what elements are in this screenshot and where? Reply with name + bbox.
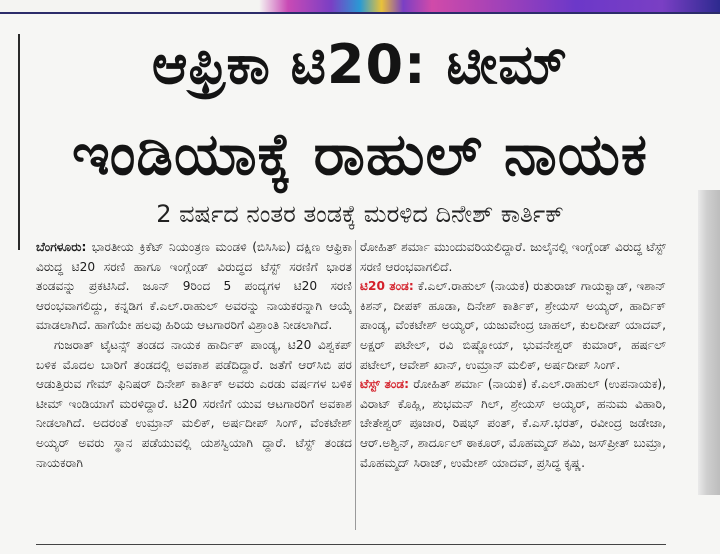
t20-squad-paragraph <box>360 277 666 375</box>
dateline: ಬೆಂಗಳೂರು: <box>36 240 87 254</box>
article-paragraph-2: ಗುಜರಾತ್ ಟೈಟನ್ಸ್ ತಂಡದ ನಾಯಕ ಹಾರ್ದಿಕ್ ಪಾಂಡ್ಯ, ಟಿ20 ವಿಶ್ವಕಪ್ ಬಳಿಕ ಮೊದಲ ಬಾರಿಗೆ ತಂಡದಲ್ಲಿ ಅವಕಾಶ ಪಡೆದಿದ್ದಾರೆ. ಜತೆಗೆ ಆರ್‌ಸಿಬಿ ಪರ ಆಡುತ್ತಿರುವ ಗೇಮ್ ಫಿನಿಷರ್ ದಿನೇಶ್ ಕಾರ್ತಿಕ್ ಅವರು ಎರಡು ವರ್ಷಗಳ ಬಳಿಕ ಟೀಮ್ ಇಂಡಿಯಾಗೆ ಮರಳಿದ್ದಾರೆ. ಟಿ20 ಸರಣಿಗೆ ಯುವ ಆಟಗಾರರಿಗೆ ಅವಕಾಶ ನೀಡಲಾಗಿದೆ. ಅದರಂತೆ ಉಮ್ರಾನ್ ಮಲಿಕ್, ಅರ್ಷದೀಪ್ ಸಿಂಗ್, ವೆಂಕಟೇಶ್ ಅಯ್ಯರ್ ಅವರು ಸ್ಥಾನ ಪಡೆಯುವಲ್ಲಿ ಯಶಸ್ವಿಯಾಗಿ ದ್ದಾರೆ. ಟೆಸ್ಟ್ ತಂಡದ ನಾಯಕರಾಗಿ <box>36 337 352 470</box>
article-column-left <box>36 238 352 473</box>
subheadline: 2 ವರ್ಷದ ನಂತರ ತಂಡಕ್ಕೆ ಮರಳಿದ ದಿನೇಶ್ ಕಾರ್ತಿಕ್ <box>156 200 564 228</box>
paragraph-1-text: ಭಾರತೀಯ ಕ್ರಿಕೆಟ್ ನಿಯಂತ್ರಣ ಮಂಡಳಿ (ಬಿಸಿಸಿಐ) ದಕ್ಷಿಣ ಆಫ್ರಿಕಾ ವಿರುದ್ಧ ಟಿ20 ಸರಣಿ ಹಾಗೂ ಇಂಗ್ಲೆಂಡ್ ವಿರುದ್ಧದ ಟೆಸ್ಟ್ ಸರಣಿಗೆ ಭಾರತ ತಂಡವನ್ನು ಪ್ರಕಟಿಸಿದೆ. ಜೂನ್ 9ರಿಂದ 5 ಪಂದ್ಯಗಳ ಟಿ20 ಸರಣಿ ಆರಂಭವಾಗಲಿದ್ದು, ಕನ್ನಡಿಗ ಕೆ.ಎಲ್.ರಾಹುಲ್ ಅವರನ್ನು ನಾಯಕರನ್ನಾಗಿ ಆಯ್ಕೆ ಮಾಡಲಾಗಿದೆ. ಹಾಗೆಯೇ ಹಲವು ಹಿರಿಯ ಆಟಗಾರರಿಗೆ ವಿಶ್ರಾಂತಿ ನೀಡಲಾಗಿದೆ. <box>36 240 353 333</box>
bottom-rule <box>36 544 666 545</box>
article-paragraph-3: ರೋಹಿತ್ ಶರ್ಮಾ ಮುಂದುವರಿಯಲಿದ್ದಾರೆ. ಜುಲೈನಲ್ಲಿ ಇಂಗ್ಲೆಂಡ್ ವಿರುದ್ಧ ಟೆಸ್ಟ್ ಸರಣಿ ಆರಂಭವಾಗಲಿದೆ. <box>360 240 666 274</box>
headline-line-2: ಇಂಡಿಯಾಕ್ಕೆ ರಾಹುಲ್ ನಾಯಕ <box>72 120 648 188</box>
page-edge-shadow <box>698 190 720 495</box>
headline-line-1: ಆಫ್ರಿಕಾ ಟಿ20: ಟೀಮ್ <box>151 33 569 96</box>
test-squad-paragraph <box>360 375 666 473</box>
test-squad-label: ಟೆಸ್ಟ್ ತಂಡ: <box>360 377 409 392</box>
article-paragraph-1 <box>36 238 352 336</box>
t20-squad-label: ಟಿ20 ತಂಡ: <box>360 279 414 294</box>
column-divider <box>355 240 356 530</box>
t20-squad-list: ಕೆ.ಎಲ್.ರಾಹುಲ್ (ನಾಯಕ) ರುತುರಾಜ್ ಗಾಯಕ್ವಾಡ್, ಇಶಾನ್ ಕಿಶನ್, ದೀಪಕ್ ಹೂಡಾ, ದಿನೇಶ್ ಕಾರ್ತಿಕ್, ಶ್ರೇಯಸ್ ಅಯ್ಯರ್, ಹಾರ್ದಿಕ್ ಪಾಂಡ್ಯ, ವೆಂಕಟೇಶ್ ಅಯ್ಯರ್, ಯಜುವೇಂದ್ರ ಚಾಹಲ್, ಕುಲದೀಪ್ ಯಾದವ್, ಅಕ್ಷರ್ ಪಟೇಲ್, ರವಿ ಬಿಷ್ಣೋಯ್, ಭುವನೇಶ್ವರ್ ಕುಮಾರ್, ಹರ್ಷಲ್ ಪಟೇಲ್, ಆವೇಶ್ ಖಾನ್, ಉಮ್ರಾನ್ ಮಲಿಕ್, ಅರ್ಷದೀಪ್ ಸಿಂಗ್. <box>360 279 666 372</box>
article-column-right <box>360 238 666 473</box>
test-squad-list: ರೋಹಿತ್ ಶರ್ಮಾ (ನಾಯಕ) ಕೆ.ಎಲ್.ರಾಹುಲ್ (ಉಪನಾಯಕ), ವಿರಾಟ್ ಕೊಹ್ಲಿ, ಶುಭಮನ್ ಗಿಲ್, ಶ್ರೇಯಸ್ ಅಯ್ಯರ್, ಹನುಮ ವಿಹಾರಿ, ಚೇತೇಶ್ವರ್ ಪೂಜಾರ, ರಿಷಭ್ ಪಂತ್, ಕೆ.ಎಸ್.ಭರತ್, ರವೀಂದ್ರ ಜಡೇಜಾ, ಆರ್.ಅಶ್ವಿನ್, ಶಾರ್ದೂಲ್ ಠಾಕೂರ್, ಮೊಹಮ್ಮದ್ ಶಮಿ, ಜಸ್‌ಪ್ರೀತ್ ಬುಮ್ರಾ, ಮೊಹಮ್ಮದ್ ಸಿರಾಜ್, ಉಮೇಶ್ ಯಾದವ್, ಪ್ರಸಿದ್ಧ ಕೃಷ್ಣ. <box>360 377 667 470</box>
masthead-color-strip <box>0 0 720 14</box>
